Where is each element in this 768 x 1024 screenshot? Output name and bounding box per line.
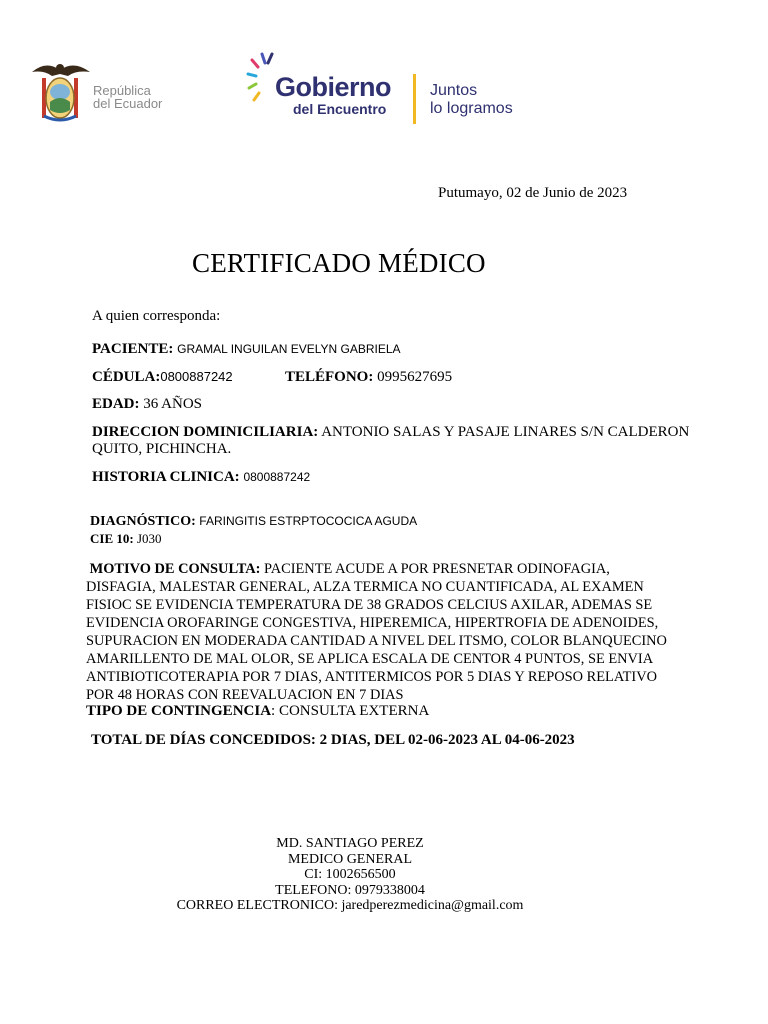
doctor-name: MD. SANTIAGO PEREZ [276,836,424,851]
signature-block [130,836,570,914]
republica-line-1: República [93,83,151,98]
greeting: A quien corresponda: [92,308,221,324]
gobierno-subtitle: del Encuentro [293,101,387,117]
motivo-label: MOTIVO DE CONSULTA: [89,561,261,577]
edad-field [92,396,202,413]
direccion-field [92,424,692,458]
page-title: CERTIFICADO MÉDICO [192,248,486,278]
republica-line-2: del Ecuador [93,96,163,111]
motivo-value: PACIENTE ACUDE A POR PRESNETAR ODINOFAGIA, DISFAGIA, MALESTAR GENERAL, ALZA TERMICA NO CUANTIFICADA, AL EXAMEN FISIOC SE EVIDENCIA TEMPERATURA DE 38 GRADOS CELCIUS AXILAR, ADEMAS SE EVIDENCIA OROFARINGE CONGESTIVA, HIPEREMICA, HIPERTROFIA DE ADENOIDES, SUPURACION EN MODERADA CANTIDAD A NIVEL DEL ITSMO, COLOR BLANQUECINO AMARILLENTO DE MAL OLOR, SE APLICA ESCALA DE CENTOR 4 PUNTOS, SE ENVIA ANTIBIOTICOTERAPIA POR 7 DIAS, ANTITERMICOS POR 5 DIAS Y REPOSO RELATIVO POR 48 HORAS CON REEVALUACION EN 7 DIAS [86,561,667,703]
doctor-telefono: TELEFONO: 0979338004 [275,882,425,898]
tipo-value: : CONSULTA EXTERNA [271,703,430,719]
historia-field [92,469,310,486]
telefono-label: TELÉFONO: [285,369,374,385]
edad-label: EDAD: [92,396,140,412]
slogan [430,82,513,118]
date-line: Putumayo, 02 de Junio de 2023 [438,185,628,201]
direccion-label: DIRECCION DOMINICILIARIA: [92,424,319,440]
edad-value: 36 AÑOS [143,396,203,412]
diagnostico-value: FARINGITIS ESTRPTOCOCICA AGUDA [199,514,418,528]
tipo-contingencia-field [86,703,429,720]
diagnostico-field [90,514,417,530]
slogan-line-2: lo logramos [430,100,513,117]
slogan-line-1: Juntos [430,82,478,99]
paciente-label: PACIENTE: [92,341,174,357]
cedula-field [92,369,233,386]
diagnostico-label: DIAGNÓSTICO: [90,514,196,529]
cie-value: J030 [136,531,162,546]
doctor-email: CORREO ELECTRONICO: jaredperezmedicina@gmail.com [176,898,524,913]
historia-value: 0800887242 [243,470,311,484]
cie-field [90,531,162,547]
doctor-role: MEDICO GENERAL [287,851,413,867]
motivo-field [86,560,678,704]
direccion-value: ANTONIO SALAS Y PASAJE LINARES S/N CALDERON QUITO, PICHINCHA. [92,424,690,457]
coat-of-arms-icon [30,58,92,124]
paciente-value: GRAMAL INGUILAN EVELYN GABRIELA [177,342,401,356]
total-dias: TOTAL DE DÍAS CONCEDIDOS: 2 DIAS, DEL 02-06-2023 AL 04-06-2023 [91,732,575,748]
telefono-value: 0995627695 [377,369,453,385]
historia-label: HISTORIA CLINICA: [92,469,240,485]
tipo-label: TIPO DE CONTINGENCIA [86,703,272,719]
cedula-label: CÉDULA: [92,369,161,385]
cie-label: CIE 10: [90,531,134,546]
gobierno-title: Gobierno [275,72,391,102]
logo-divider [413,74,416,124]
doctor-ci: CI: 1002656500 [304,867,396,882]
cedula-value: 0800887242 [160,369,233,384]
telefono-field [285,369,452,386]
paciente-field [92,341,401,358]
colorful-rays-icon [246,50,276,110]
republica-text [93,84,162,110]
